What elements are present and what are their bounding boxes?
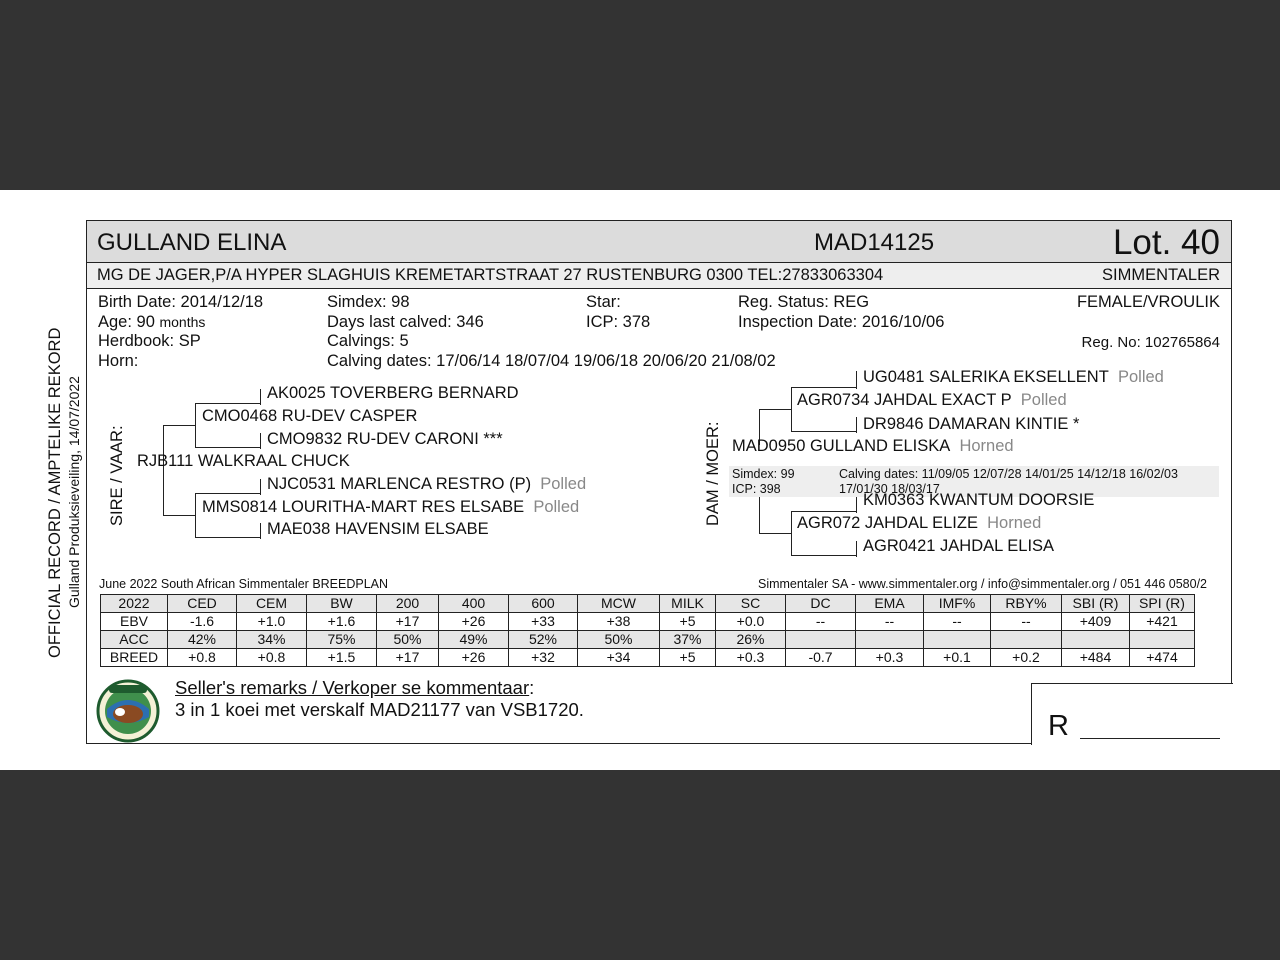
dam-icp: ICP: 398: [732, 482, 781, 496]
ebv-cell: +0.3: [856, 649, 924, 667]
dam: MAD0950 GULLAND ELISKA Horned: [732, 437, 1014, 455]
ebv-cell: -0.7: [786, 649, 856, 667]
ebv-cell: --: [856, 613, 924, 631]
ebv-cell: +0.1: [924, 649, 991, 667]
ebv-cell: +0.2: [991, 649, 1062, 667]
ebv-cell: ACC: [101, 631, 168, 649]
ebv-cell: 42%: [168, 631, 237, 649]
dam-simdex: Simdex: 99: [732, 467, 795, 481]
days-last-calved: Days last calved: 346: [327, 313, 484, 331]
ebv-header-cell: CEM: [237, 595, 307, 613]
ebv-header-cell: MILK: [660, 595, 716, 613]
auction-label: Gulland Produksieveiling, 14/07/2022: [66, 376, 82, 608]
ebv-cell: --: [786, 613, 856, 631]
ebv-header-cell: IMF%: [924, 595, 991, 613]
ebv-cell: +1.6: [307, 613, 377, 631]
calvings: Calvings: 5: [327, 332, 409, 350]
ebv-row: [101, 649, 1195, 667]
dam-calving-dates: Calving dates: 11/09/05 12/07/28 14/01/25 14/12/18 16/02/03: [839, 467, 1178, 481]
official-record-label: OFFICIAL RECORD / AMPTELIKE REKORD: [46, 327, 64, 658]
ebv-cell: BREED: [101, 649, 168, 667]
dam-dam-connector: [791, 511, 856, 512]
ebv-header-cell: RBY%: [991, 595, 1062, 613]
dam-dam-connector: [759, 533, 791, 534]
animal-name: GULLAND ELINA: [97, 229, 287, 256]
owner-line: MG DE JAGER,P/A HYPER SLAGHUIS KREMETARTSTRAAT 27 RUSTENBURG 0300 TEL:27833063304: [97, 266, 884, 284]
dam-dam-connector: [791, 555, 856, 556]
reg-no: Reg. No: 102765864: [1081, 334, 1220, 351]
birth-date: Birth Date: 2014/12/18: [98, 293, 264, 311]
ebv-header-cell: SPI (R): [1130, 595, 1195, 613]
ebv-cell: [786, 631, 856, 649]
ebv-cell: 50%: [377, 631, 439, 649]
ebv-header-cell: CED: [168, 595, 237, 613]
dam-dam-connector: [856, 541, 857, 557]
ebv-cell: +26: [439, 613, 509, 631]
ebv-cell: +409: [1062, 613, 1130, 631]
ebv-header-cell: 600: [509, 595, 578, 613]
ebv-cell: +0.8: [168, 649, 237, 667]
simmentaler-logo-icon: [95, 679, 161, 743]
ebv-header-cell: DC: [786, 595, 856, 613]
ebv-cell: [991, 631, 1062, 649]
dam-dam-connector: [856, 497, 857, 513]
breedplan-caption: June 2022 South African Simmentaler BREEDPLAN: [99, 577, 389, 591]
age: [98, 313, 205, 332]
dam-sire-connector: [791, 387, 856, 388]
ebv-header-cell: EMA: [856, 595, 924, 613]
ebv-cell: +0.8: [237, 649, 307, 667]
ebv-cell: +38: [578, 613, 660, 631]
signature-box[interactable]: [1031, 683, 1233, 745]
dam-sire-connector: [856, 417, 857, 433]
sire: RJB111 WALKRAAL CHUCK: [137, 452, 350, 470]
dam-dam-connector: [759, 497, 760, 533]
ebv-cell: +474: [1130, 649, 1195, 667]
simdex: Simdex: 98: [327, 293, 410, 311]
sire-dam-connector: [195, 493, 196, 537]
owner-bar: [87, 263, 1231, 289]
ebv-cell: +17: [377, 613, 439, 631]
sire-sire-connector: [195, 447, 260, 448]
ebv-cell: [1130, 631, 1195, 649]
horn: Horn:: [98, 352, 139, 370]
inspection-date: Inspection Date: 2016/10/06: [738, 313, 945, 331]
dam-sire-connector: [791, 431, 856, 432]
ebv-header-cell: 2022: [101, 595, 168, 613]
dam-label: DAM / MOER:: [704, 421, 722, 526]
sex: FEMALE/VROULIK: [1076, 293, 1220, 311]
signature-letter: R: [1048, 710, 1069, 742]
ebv-cell: --: [924, 613, 991, 631]
ebv-header-cell: SBI (R): [1062, 595, 1130, 613]
icp: ICP: 378: [586, 313, 651, 331]
ebv-cell: 34%: [237, 631, 307, 649]
sire-sire-connector: [260, 389, 261, 405]
ebv-cell: +1.0: [237, 613, 307, 631]
ebv-cell: +32: [509, 649, 578, 667]
animal-id: MAD14125: [814, 229, 935, 256]
ebv-cell: +0.0: [716, 613, 786, 631]
ebv-cell: +26: [439, 649, 509, 667]
remarks-text: 3 in 1 koei met verskalf MAD21177 van VSB1720.: [175, 699, 584, 720]
ebv-cell: 26%: [716, 631, 786, 649]
sire-sire-dam: CMO9832 RU-DEV CARONI ***: [267, 430, 503, 448]
calving-dates: Calving dates: 17/06/14 18/07/04 19/06/18 20/06/20 21/08/02: [327, 352, 776, 370]
ebv-cell: +33: [509, 613, 578, 631]
sire-dam: MMS0814 LOURITHA-MART RES ELSABE Polled: [202, 498, 580, 516]
lot-card: [86, 220, 1232, 744]
signature-line[interactable]: [1080, 738, 1220, 739]
ebv-table: [100, 594, 1195, 667]
ebv-cell: EBV: [101, 613, 168, 631]
ebv-cell: +1.5: [307, 649, 377, 667]
sire-connector: [163, 425, 195, 426]
sire-dam-connector: [260, 479, 261, 495]
sire-sire-connector: [260, 433, 261, 449]
dam-sire-dam: DR9846 DAMARAN KINTIE *: [863, 415, 1080, 433]
ebv-header-cell: MCW: [578, 595, 660, 613]
ebv-header-row: [101, 595, 1195, 613]
ebv-cell: +5: [660, 649, 716, 667]
ebv-cell: +484: [1062, 649, 1130, 667]
ebv-cell: +421: [1130, 613, 1195, 631]
age-value: Age: 90: [98, 313, 155, 331]
dam-dam-connector: [791, 511, 792, 555]
sire-dam-connector: [195, 537, 260, 538]
dam-sire-connector: [791, 387, 792, 431]
sire-dam-connector: [260, 523, 261, 539]
sire-sire-connector: [195, 403, 260, 404]
ebv-cell: 37%: [660, 631, 716, 649]
dam-dam-dam: AGR0421 JAHDAL ELISA: [863, 537, 1055, 555]
dam-dam-sire: KM0363 KWANTUM DOORSIE: [863, 491, 1095, 509]
sire-dam-connector: [195, 493, 260, 494]
sire-label: SIRE / VAAR:: [108, 425, 126, 526]
ebv-row: [101, 631, 1195, 649]
ebv-cell: [856, 631, 924, 649]
ebv-cell: +34: [578, 649, 660, 667]
dam-sire-connector: [759, 409, 791, 410]
sire-dam-dam: MAE038 HAVENSIM ELSABE: [267, 520, 489, 538]
ebv-header-cell: 200: [377, 595, 439, 613]
dam-sire-sire: UG0481 SALERIKA EKSELLENT Polled: [863, 368, 1164, 386]
ebv-cell: 50%: [578, 631, 660, 649]
ebv-cell: [1062, 631, 1130, 649]
sire-connector: [163, 515, 195, 516]
breedplan-contact: Simmentaler SA - www.simmentaler.org / info@simmentaler.org / 051 446 0580/2: [757, 577, 1207, 591]
ebv-cell: [924, 631, 991, 649]
ebv-header-cell: SC: [716, 595, 786, 613]
ebv-cell: +0.3: [716, 649, 786, 667]
ebv-cell: +5: [660, 613, 716, 631]
lot-number: Lot. 40: [1112, 223, 1220, 262]
sire-sire-sire: AK0025 TOVERBERG BERNARD: [267, 384, 519, 402]
ebv-row: [101, 613, 1195, 631]
reg-status: Reg. Status: REG: [738, 293, 870, 311]
remarks-heading: Seller's remarks / Verkoper se kommentaar:: [175, 677, 535, 698]
ebv-cell: 52%: [509, 631, 578, 649]
breed-label: SIMMENTALER: [1102, 266, 1220, 284]
dam-sire: AGR0734 JAHDAL EXACT P Polled: [797, 391, 1067, 409]
dam-calving-dates-cont: 17/01/30 18/03/17: [839, 482, 940, 496]
star: Star:: [586, 293, 621, 311]
ebv-header-cell: 400: [439, 595, 509, 613]
dam-dam: AGR072 JAHDAL ELIZE Horned: [797, 514, 1042, 532]
ebv-header-cell: BW: [307, 595, 377, 613]
sire-dam-sire: NJC0531 MARLENCA RESTRO (P) Polled: [267, 475, 587, 493]
ebv-cell: +17: [377, 649, 439, 667]
ebv-cell: 49%: [439, 631, 509, 649]
dam-sire-connector: [856, 371, 857, 389]
ebv-cell: 75%: [307, 631, 377, 649]
ebv-cell: --: [991, 613, 1062, 631]
sire-sire: CMO0468 RU-DEV CASPER: [202, 407, 418, 425]
age-unit: months: [159, 314, 206, 330]
ebv-cell: -1.6: [168, 613, 237, 631]
herdbook: Herdbook: SP: [98, 332, 201, 350]
title-bar: [87, 221, 1231, 263]
sire-sire-connector: [195, 403, 196, 447]
catalogue-sheet: [0, 190, 1280, 770]
